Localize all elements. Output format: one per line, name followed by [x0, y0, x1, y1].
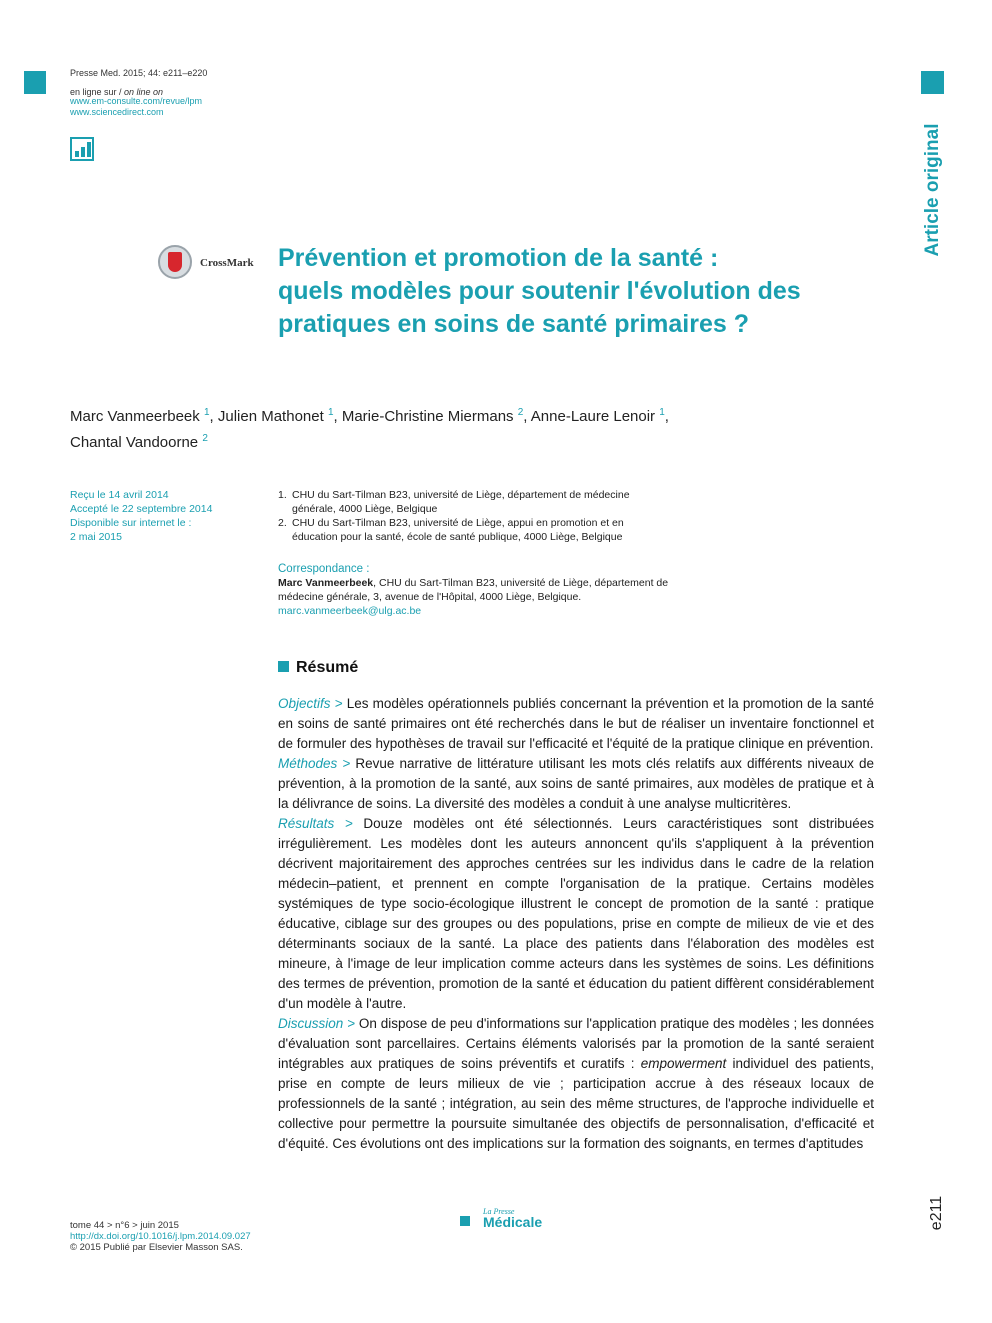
crossmark-icon: [158, 245, 192, 279]
em-consulte-link[interactable]: www.em-consulte.com/revue/lpm: [70, 96, 203, 106]
correspondence-label: Correspondance :: [278, 563, 370, 575]
article-title: [278, 242, 878, 341]
crossmark-text: CrossMark: [200, 257, 254, 269]
journal-logo: [460, 1207, 570, 1233]
bar-chart-icon: [70, 137, 94, 161]
page-number: e211: [928, 1195, 945, 1231]
corner-square-right: [921, 71, 944, 94]
affiliation-item: 1. CHU du Sart-Tilman B23, université de Liège, département de médecine générale, 4000 Liège, Belgique: [278, 489, 630, 515]
article-type-label: Article original: [922, 123, 943, 257]
abstract-objectifs: Objectifs > Les modèles opérationnels publiés concernant la prévention et la promotion de la santé en soins de santé primaires ont été recherchés dans le but de réaliser un inventaire fonctionnel et de formuler des hypothèses de travail sur l'efficacité et l'équité de la pratique clinique en prévention.: [278, 696, 874, 751]
online-fr: en ligne sur /: [70, 87, 125, 97]
affiliations: [278, 488, 678, 544]
online-links: [70, 96, 202, 118]
correspondence-name: Marc Vanmeerbeek: [278, 577, 374, 589]
abstract-resultats: Résultats > Douze modèles ont été sélectionnés. Leurs caractéristiques sont distribuées irrégulièrement. Les modèles dont les auteurs annoncent qu'ils s'appliquent à la prévention décrivent majoritairement des approches centrées sur les individus dans le cadre de la relation médecin–patient, et prennent en compte l'organisation de la pratique. Certains modèles systémiques de type socio-écologique illustrent le concept de promotion de la santé : pratique éducative, ciblage sur des groupes ou des populations, prise en compte de milieux de vie et des déterminants sociaux de la santé. La place des patients dans l'élaboration des modèles est mineure, à l'image de leur implication comme acteurs dans les systèmes de soins. Les définitions des termes de prévention, promotion de la santé et éducation du patient diffèrent considérablement d'un modèle à l'autre.: [278, 816, 874, 1011]
article-dates: [70, 488, 260, 544]
author-list: [70, 402, 770, 454]
author: Chantal Vandoorne $^2$: [70, 433, 208, 451]
affiliation-item: 2. CHU du Sart-Tilman B23, université de Liège, appui en promotion et en éducation pour la santé, école de santé publique, 4000 Liège, Belgique: [278, 517, 624, 543]
abstract-methodes: Méthodes > Revue narrative de littérature utilisant les mots clés relatifs aux différents niveaux de prévention, à la promotion de la santé, aux soins de santé primaires, aux modèles de pratique et à la délivrance de soins. La diversité des modèles a conduit à une analyse multicritères.: [278, 756, 874, 811]
abstract-body: [278, 694, 874, 1174]
received-date: Reçu le 14 avril 2014: [70, 489, 169, 501]
title-line-1: Prévention et promotion de la santé :: [278, 244, 719, 272]
copyright: © 2015 Publié par Elsevier Masson SAS.: [70, 1242, 243, 1253]
logo-small-text: La Presse: [483, 1207, 515, 1216]
logo-big-text: Médicale: [483, 1214, 543, 1230]
doi-link[interactable]: http://dx.doi.org/10.1016/j.lpm.2014.09.027: [70, 1231, 251, 1242]
online-en: on line on: [124, 87, 164, 97]
correspondence-email-link[interactable]: marc.vanmeerbeek@ulg.ac.be: [278, 605, 422, 617]
author: Marc Vanmeerbeek $^1$,: [70, 407, 218, 425]
available-date: 2 mai 2015: [70, 531, 122, 543]
journal-citation: Presse Med. 2015; 44: e211–e220: [70, 68, 208, 78]
resume-heading: Résumé: [278, 659, 358, 677]
author: Marie-Christine Miermans $^2$,: [341, 407, 531, 425]
author: Julien Mathonet $^1$,: [217, 407, 342, 425]
abstract-discussion: Discussion > On dispose de peu d'informations sur l'application pratique des modèles ; les données d'évaluation sont parcellaires. Certains éléments valorisés par la promotion de la santé seraient intégrables aux pratiques de soins préventifs et curatifs : empowerment individuel des patients, prise en compte de leurs milieux de vie ; participation accrue à des réseaux locaux de professionnels de la santé ; intégration, au sein des même structures, de l'approche individuelle et collective pour permettre la poursuite simultanée des objectifs de personnalisation, d'efficacité et d'équité. Ces évolutions ont des implications sur la formation des soignants, en termes d'aptitudes: [278, 1016, 874, 1151]
accepted-date: Accepté le 22 septembre 2014: [70, 503, 213, 515]
author: Anne-Laure Lenoir $^1$,: [530, 407, 669, 425]
corner-square-left: [24, 71, 46, 94]
logo-square-icon: [460, 1216, 470, 1226]
footer-info: [70, 1220, 251, 1253]
title-line-3: pratiques en soins de santé primaires ?: [278, 310, 749, 338]
crossmark-badge[interactable]: [158, 245, 258, 281]
title-line-2: quels modèles pour soutenir l'évolution des: [278, 277, 801, 305]
sciencedirect-link[interactable]: www.sciencedirect.com: [70, 107, 164, 117]
heading-square-icon: [278, 661, 289, 672]
issue-info: tome 44 > n°6 > juin 2015: [70, 1220, 179, 1231]
correspondence-address: , CHU du Sart-Tilman B23, université de Liège, département de: [373, 577, 669, 589]
correspondence-address-2: médecine générale, 3, avenue de l'Hôpital, 4000 Liège, Belgique.: [278, 591, 582, 603]
available-label: Disponible sur internet le :: [70, 517, 192, 529]
correspondence: [278, 562, 698, 618]
